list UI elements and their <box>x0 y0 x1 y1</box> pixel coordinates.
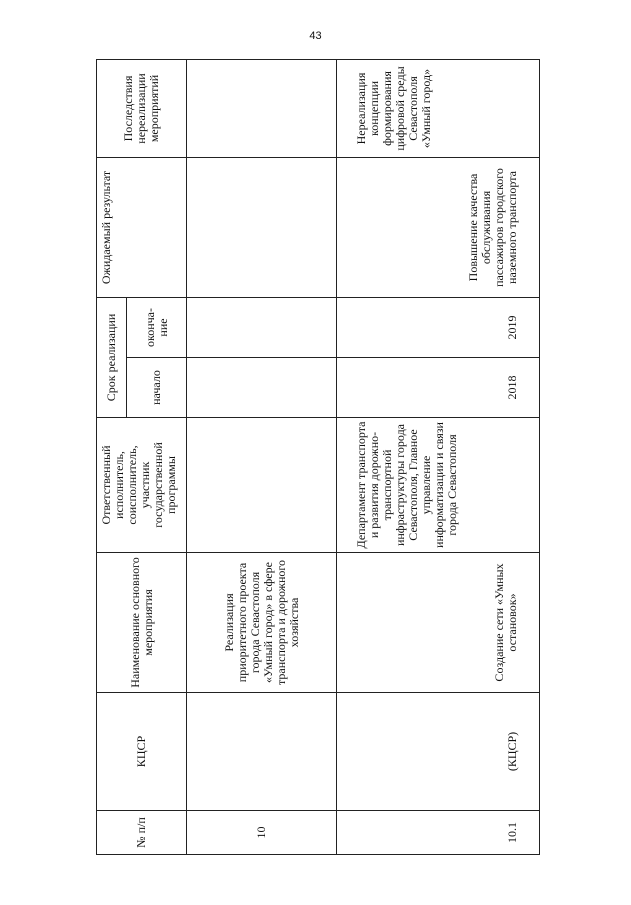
row-num: 10 <box>187 811 337 855</box>
header-kcsr: КЦСР <box>97 693 187 811</box>
header-row <box>97 59 127 854</box>
row-consequences: Нереализация концепции формирования цифровой среды Севастополя «Умный город» <box>337 59 540 157</box>
row-num: 10.1 <box>337 811 540 855</box>
measures-table <box>96 59 540 855</box>
header-executor: Ответственный исполнитель, соисполнитель, участник государственной программы <box>97 418 187 553</box>
row-kcsr: (КЦСР) <box>337 693 540 811</box>
table-row <box>187 59 337 854</box>
header-consequences: Последствия нереализации мероприятий <box>97 59 187 157</box>
row-end: 2019 <box>337 297 540 357</box>
row-executor <box>187 418 337 553</box>
header-period: Срок реализации <box>97 297 127 417</box>
table-row <box>337 59 540 854</box>
row-start: 2018 <box>337 358 540 418</box>
header-num: № п/п <box>97 811 187 855</box>
header-end: оконча-ние <box>127 297 187 357</box>
header-result: Ожидаемый результат <box>97 157 187 297</box>
row-result: Повышение качества обслуживания пассажиров городского наземного транспорта <box>337 157 540 297</box>
row-consequences <box>187 59 337 157</box>
row-kcsr <box>187 693 337 811</box>
row-result <box>187 157 337 297</box>
row-name: Создание сети «Умных остановок» <box>337 553 540 693</box>
page-number: 43 <box>309 30 322 42</box>
header-start: начало <box>127 358 187 418</box>
row-end <box>187 297 337 357</box>
row-name: Реализация приоритетного проекта города Севастополя «Умный город» в сфере транспорта и дорожного хозяйства <box>187 553 337 693</box>
rotated-table-container <box>96 60 539 855</box>
header-name: Наименование основного мероприятия <box>97 553 187 693</box>
row-executor: Департамент транспорта и развития дорожно-транспортной инфраструктуры города Севастополя, Главное управление информатизации и связи города Севастополя <box>337 418 540 553</box>
row-start <box>187 358 337 418</box>
